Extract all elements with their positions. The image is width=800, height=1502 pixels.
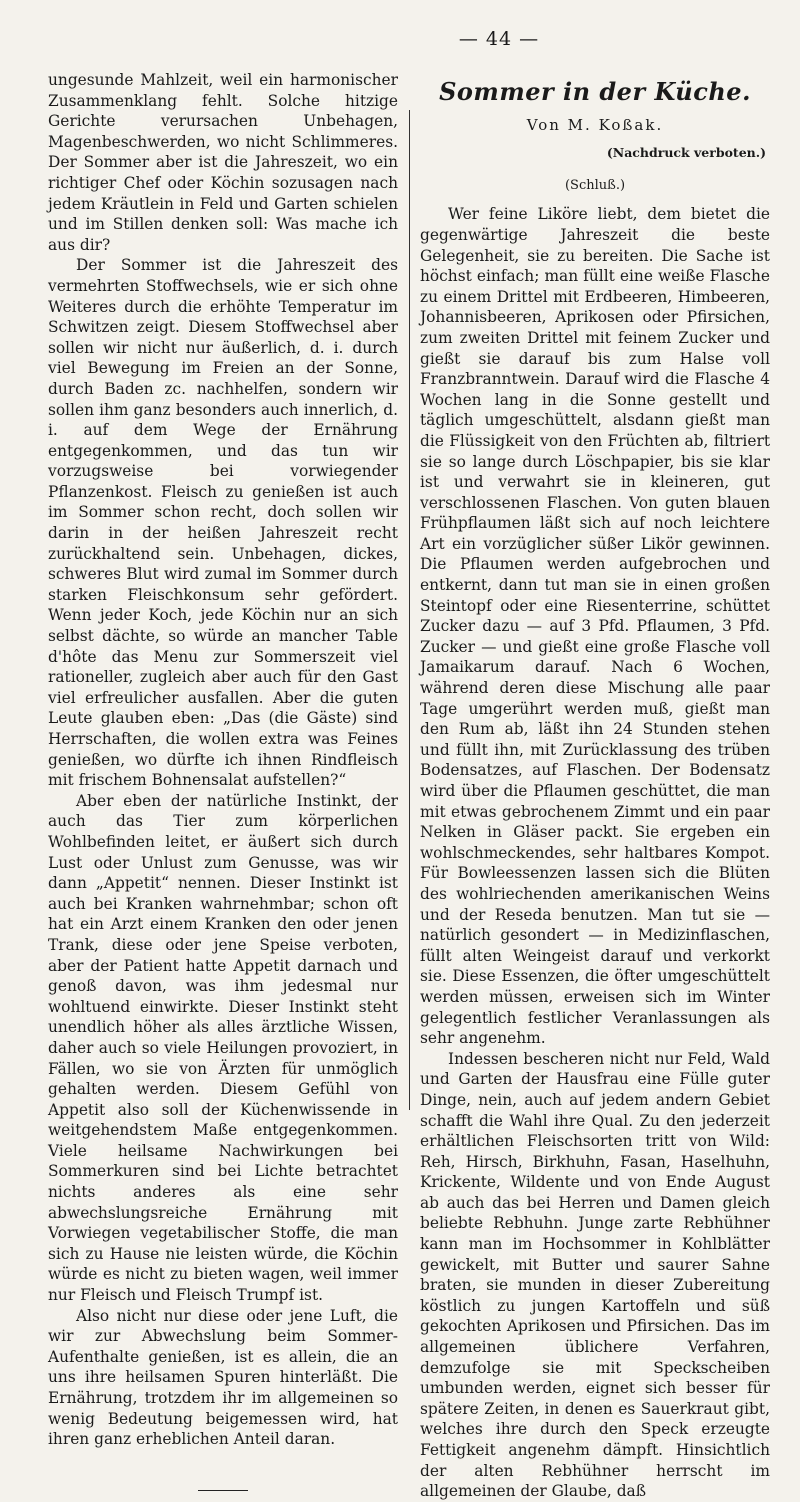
article-title: Sommer in der Küche. — [439, 77, 751, 106]
paragraph: Aber eben der natürliche Instinkt, der auch das Tier zum körperlichen Wohlbefinden leitet, er äußert sich durch Lust oder Unlust zum Genusse, was wir dann „Appetit“ nennen. Dieser Instinkt ist auch bei Kranken wahrnehmbar; schon oft hat ein Arzt einem Kranken den oder jenen Trank, diese oder jene Speise verboten, aber der Patient hatte Appetit darnach und genoß davon, was ihm jedesmal nur wohltuend einwirkte. Dieser Instinkt steht unendlich höher als alles ärztliche Wissen, daher auch so viele Heilungen provoziert, in Fällen, wo sie von Ärzten für unmöglich gehalten werden. Diesem Gefühl von Appetit also soll der Küchenwissende in weitgehendstem Maße entgegenkommen. Viele heilsame Nachwirkungen bei Sommerkuren sind bei Lichte betrachtet nichts anderes als eine sehr abwechslungsreiche Ernährung mit Vorwiegen vegetabilischer Stoffe, die man sich zu Hause nie leisten würde, die Köchin würde es nicht zu bieten wagen, weil immer nur Fleisch und Fleisch Trumpf ist. — [48, 791, 398, 1305]
byline: Von M. Koßak. — [526, 115, 664, 134]
paragraph: Indessen bescheren nicht nur Feld, Wald und Garten der Hausfrau eine Fülle guter Dinge, nein, auch auf jedem andern Gebiet schafft die Wahl ihre Qual. Zu den jederzeit erhältlichen Fleischsorten tritt von Wild: Reh, Hirsch, Birkhuhn, Fasan, Haselhuhn, Krickente, Wildente und von Ende August ab auch das bei Herren und Damen gleich beliebte Rebhuhn. Junge zarte Rebhühner kann man im Hochsommer in Kohlblätter gewickelt, mit Butter und saurer Sahne braten, sie munden in dieser Zubereitung köstlich zu jungen Kartoffeln und süß gekochten Aprikosen und Pfirsichen. Das im allgemeinen üblichere Verfahren, demzufolge sie mit Speckscheiben umbunden werden, eignet sich besser für spätere Zeiten, in denen es Sauerkraut gibt, welches ihre durch den Speck erzeugte Fettigkeit angenehm dämpft. Hinsichtlich der alten Rebhühner herrscht im allgemeinen der Glaube, daß — [420, 1049, 770, 1501]
left-column — [48, 70, 398, 1502]
page-number: — 44 — — [458, 28, 540, 50]
two-column-layout — [48, 70, 770, 1502]
paragraph: Wer feine Liköre liebt, dem bietet die gegenwärtige Jahreszeit die beste Gelegenheit, sie zu bereiten. Die Sache ist höchst einfach; man füllt eine weiße Flasche zu einem Drittel mit Erdbeeren, Himbeeren, Johannisbeeren, Aprikosen oder Pfirsichen, zum zweiten Drittel mit feinem Zucker und gießt sie darauf bis zum Halse voll Franzbranntwein. Darauf wird die Flasche 4 Wochen lang in die Sonne gestellt und täglich umgeschüttelt, alsdann gießt man die Flüssigkeit von den Früchten ab, filtriert sie so lange durch Löschpapier, bis sie klar ist und verwahrt sie in kleineren, gut verschlossenen Flaschen. Von guten blauen Frühpflaumen läßt sich auf noch leichtere Art ein vorzüglicher süßer Likör gewinnen. Die Pflaumen werden aufgebrochen und entkernt, dann tut man sie in einen großen Steintopf oder eine Riesenterrine, schüttet Zucker dazu — auf 3 Pfd. Pflaumen, 3 Pfd. Zucker — und gießt eine große Flasche voll Jamaikarum darauf. Nach 6 Wochen, während deren diese Mischung alle paar Tage umgerührt werden muß, gießt man den Rum ab, läßt ihn 24 Stunden stehen und füllt ihn, mit Zurücklassung des trüben Bodensatzes, auf Flaschen. Der Bodensatz wird über die Pflaumen geschüttet, die man mit etwas gebrochenem Zimmt und ein paar Nelken in Gläser packt. Sie ergeben ein wohlschmeckendes, sehr haltbares Kompot. Für Bowleessenzen lassen sich die Blüten des wohlriechenden amerikanischen Weins und der Reseda benutzen. Man tut sie — natürlich gesondert — in Medizinflaschen, füllt alten Weingeist darauf und verkorkt sie. Diese Essenzen, die öfter umgeschüttelt werden müssen, erweisen sich im Winter gelegentlich festlicher Veranlassungen als sehr angenehm. — [420, 205, 770, 1048]
paragraph: Der Sommer ist die Jahreszeit des vermehrten Stoffwechsels, wie er sich ohne Weiteres durch die erhöhte Temperatur im Schwitzen zeigt. Diesem Stoffwechsel aber sollen wir nicht nur äußerlich, d. i. durch viel Bewegung im Freien an der Sonne, durch Baden zc. nachhelfen, sondern wir sollen ihm ganz besonders auch innerlich, d. i. auf dem Wege der Ernährung entgegenkommen, und das tun wir vorzugsweise bei vorwiegender Pflanzenkost. Fleisch zu genießen ist auch im Sommer schon recht, doch sollen wir darin in der heißen Jahreszeit recht zurückhaltend sein. Unbehagen, dickes, schweres Blut wird zumal im Sommer durch starken Fleischkonsum sehr gefördert. Wenn jeder Koch, jede Köchin nur an sich selbst dächte, so würde an mancher Table d'hôte das Menu zur Sommerszeit viel rationeller, zugleich aber auch für den Gast viel erfreulicher ausfallen. Aber die guten Leute glauben eben: „Das (die Gäste) sind Herrschaften, die wollen extra was Feines genießen, wo dürfte ich ihnen Rindfleisch mit frischem Bohnensalat aufstellen?“ — [48, 256, 398, 790]
column-divider — [409, 110, 410, 1110]
right-column — [420, 70, 770, 1502]
rights-notice: (Nachdruck verboten.) — [606, 145, 766, 161]
paragraph: Also nicht nur diese oder jene Luft, die wir zur Abwechslung beim Sommer-Aufenthalte genießen, ist es allein, die an uns ihre heilsamen Spuren hinterläßt. Die Ernährung, trotzdem ihr im allgemeinen so wenig Bedeutung beigemessen wird, hat ihren ganz erheblichen Anteil daran. — [48, 1306, 398, 1449]
paragraph: ungesunde Mahlzeit, weil ein harmonischer Zusammenklang fehlt. Solche hitzige Gerichte verursachen Unbehagen, Magenbeschwerden, wo nicht Schlimmeres. Der Sommer aber ist die Jahreszeit, wo ein richtiger Chef oder Köchin sozusagen nach jedem Kräutlein in Feld und Garten schielen und im Stillen denken soll: Was mache ich aus dir? — [48, 71, 398, 254]
continued-label: (Schluß.) — [564, 177, 626, 193]
end-rule — [198, 1490, 248, 1491]
